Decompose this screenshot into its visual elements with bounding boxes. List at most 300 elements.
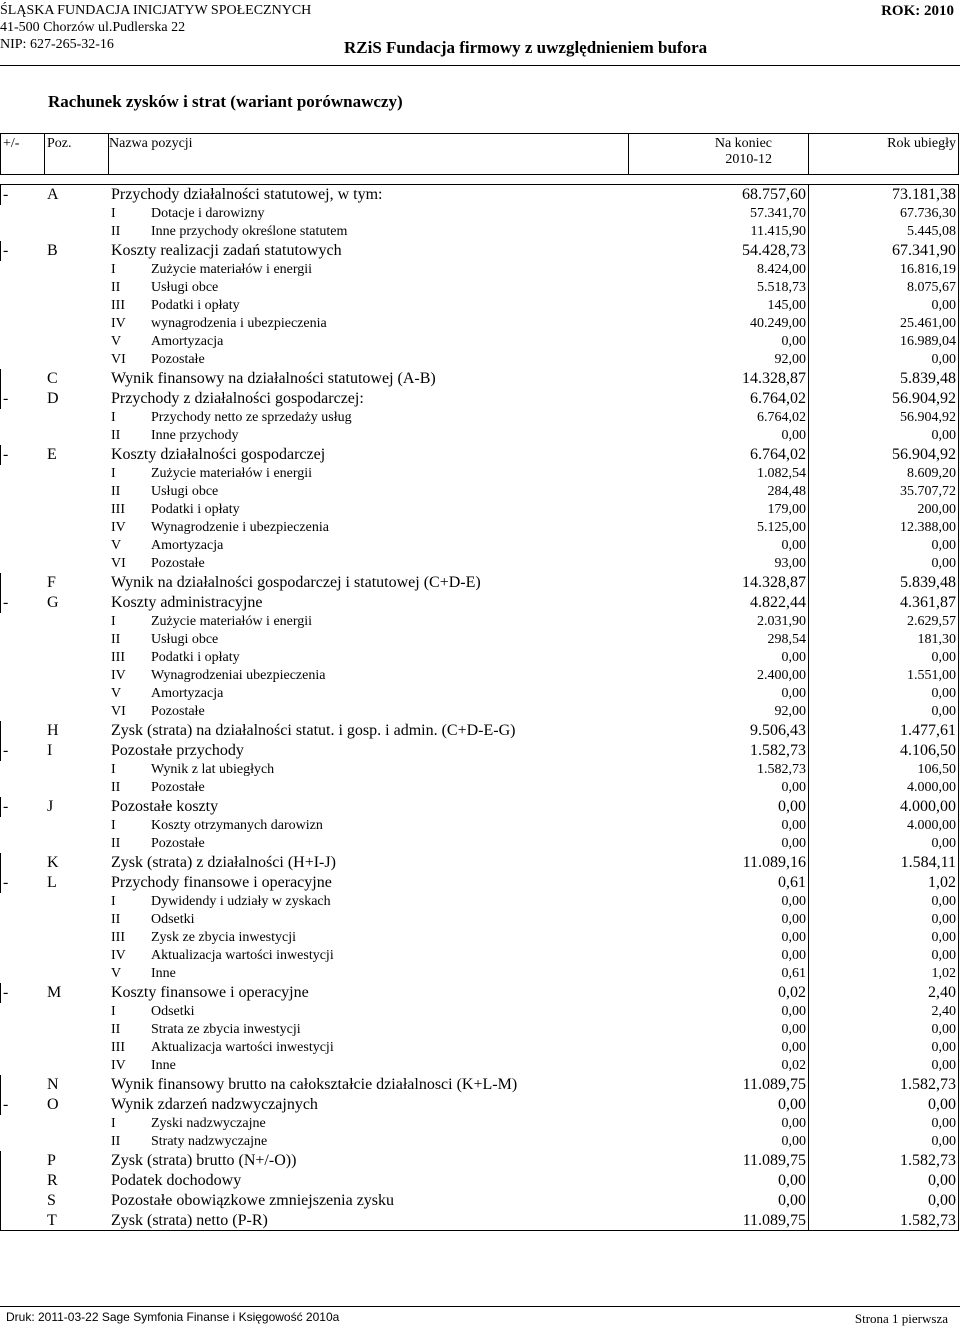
row-name: Inne bbox=[149, 965, 629, 983]
row-sign bbox=[1, 685, 45, 703]
row-previous-value: 2.629,57 bbox=[809, 613, 959, 631]
row-name: Dotacje i darowizny bbox=[149, 205, 629, 223]
row-position: I bbox=[109, 409, 149, 427]
row-position: I bbox=[45, 741, 109, 761]
row-position: IV bbox=[109, 519, 149, 537]
row-indent bbox=[45, 555, 109, 573]
column-header-sign: +/- bbox=[1, 134, 45, 175]
row-position: VI bbox=[109, 703, 149, 721]
row-name: Podatek dochodowy bbox=[109, 1171, 629, 1191]
row-position: I bbox=[109, 1003, 149, 1021]
row-position: VI bbox=[109, 555, 149, 573]
row-indent bbox=[45, 667, 109, 685]
row-previous-value: 2,40 bbox=[809, 1003, 959, 1021]
row-name: Podatki i opłaty bbox=[149, 297, 629, 315]
row-position: IV bbox=[109, 315, 149, 333]
row-sign bbox=[1, 965, 45, 983]
row-name: Zyski nadzwyczajne bbox=[149, 1115, 629, 1133]
table-row-section bbox=[1, 853, 959, 873]
row-previous-value: 0,00 bbox=[809, 1039, 959, 1057]
row-position: I bbox=[109, 761, 149, 779]
row-sign bbox=[1, 261, 45, 279]
row-sign bbox=[1, 1133, 45, 1151]
row-current-value: 0,02 bbox=[629, 983, 809, 1003]
row-previous-value: 56.904,92 bbox=[809, 445, 959, 465]
row-previous-value: 56.904,92 bbox=[809, 389, 959, 409]
row-current-value: 145,00 bbox=[629, 297, 809, 315]
row-current-value: 1.582,73 bbox=[629, 741, 809, 761]
row-name: Koszty administracyjne bbox=[109, 593, 629, 613]
row-previous-value: 106,50 bbox=[809, 761, 959, 779]
table-row-section bbox=[1, 1191, 959, 1211]
row-name: Wynik z lat ubiegłych bbox=[149, 761, 629, 779]
table-row-item bbox=[1, 483, 959, 501]
row-current-value: 1.582,73 bbox=[629, 761, 809, 779]
row-current-value: 0,00 bbox=[629, 685, 809, 703]
table-row-item bbox=[1, 779, 959, 797]
row-sign: - bbox=[1, 1095, 45, 1115]
row-indent bbox=[45, 1133, 109, 1151]
row-name: Odsetki bbox=[149, 911, 629, 929]
row-current-value: 284,48 bbox=[629, 483, 809, 501]
row-indent bbox=[45, 315, 109, 333]
row-current-value: 0,00 bbox=[629, 1039, 809, 1057]
row-previous-value: 0,00 bbox=[809, 1057, 959, 1075]
row-current-value: 0,00 bbox=[629, 333, 809, 351]
row-previous-value: 0,00 bbox=[809, 351, 959, 369]
income-statement-table bbox=[0, 133, 959, 1231]
row-sign bbox=[1, 427, 45, 445]
row-current-value: 0,00 bbox=[629, 1133, 809, 1151]
row-position: IV bbox=[109, 1057, 149, 1075]
row-current-value: 0,00 bbox=[629, 911, 809, 929]
row-position: K bbox=[45, 853, 109, 873]
row-position: IV bbox=[109, 947, 149, 965]
row-position: D bbox=[45, 389, 109, 409]
table-row-item bbox=[1, 761, 959, 779]
row-position: I bbox=[109, 1115, 149, 1133]
row-previous-value: 25.461,00 bbox=[809, 315, 959, 333]
row-indent bbox=[45, 1039, 109, 1057]
row-name: Pozostałe koszty bbox=[109, 797, 629, 817]
row-current-value: 92,00 bbox=[629, 351, 809, 369]
row-indent bbox=[45, 223, 109, 241]
table-row-item bbox=[1, 409, 959, 427]
row-indent bbox=[45, 465, 109, 483]
row-position: II bbox=[109, 223, 149, 241]
row-indent bbox=[45, 685, 109, 703]
row-sign: - bbox=[1, 983, 45, 1003]
row-indent bbox=[45, 631, 109, 649]
row-position: II bbox=[109, 279, 149, 297]
row-sign: - bbox=[1, 445, 45, 465]
row-current-value: 0,00 bbox=[629, 1021, 809, 1039]
row-previous-value: 4.106,50 bbox=[809, 741, 959, 761]
table-row-item bbox=[1, 631, 959, 649]
row-previous-value: 4.000,00 bbox=[809, 797, 959, 817]
table-row-item bbox=[1, 351, 959, 369]
row-position: I bbox=[109, 893, 149, 911]
row-name: Usługi obce bbox=[149, 483, 629, 501]
table-row-item bbox=[1, 465, 959, 483]
row-indent bbox=[45, 205, 109, 223]
row-sign bbox=[1, 1075, 45, 1095]
row-current-value: 8.424,00 bbox=[629, 261, 809, 279]
row-name: Amortyzacja bbox=[149, 685, 629, 703]
row-current-value: 5.125,00 bbox=[629, 519, 809, 537]
table-row-section bbox=[1, 873, 959, 893]
row-previous-value: 0,00 bbox=[809, 1115, 959, 1133]
row-name: Inne bbox=[149, 1057, 629, 1075]
row-name: Wynik zdarzeń nadzwyczajnych bbox=[109, 1095, 629, 1115]
row-indent bbox=[45, 537, 109, 555]
row-current-value: 0,00 bbox=[629, 537, 809, 555]
column-header-poz: Poz. bbox=[45, 134, 109, 175]
row-name: wynagrodzenia i ubezpieczenia bbox=[149, 315, 629, 333]
row-previous-value: 8.609,20 bbox=[809, 465, 959, 483]
row-previous-value: 0,00 bbox=[809, 555, 959, 573]
row-sign bbox=[1, 555, 45, 573]
row-sign bbox=[1, 223, 45, 241]
row-position: B bbox=[45, 241, 109, 261]
row-previous-value: 1.582,73 bbox=[809, 1075, 959, 1095]
row-sign bbox=[1, 1003, 45, 1021]
row-position: III bbox=[109, 501, 149, 519]
row-previous-value: 181,30 bbox=[809, 631, 959, 649]
table-row-item bbox=[1, 261, 959, 279]
row-position: II bbox=[109, 911, 149, 929]
column-header-previous: Rok ubiegły bbox=[809, 134, 959, 175]
row-indent bbox=[45, 1057, 109, 1075]
row-sign bbox=[1, 465, 45, 483]
row-name: Strata ze zbycia inwestycji bbox=[149, 1021, 629, 1039]
row-position: II bbox=[109, 835, 149, 853]
row-position: A bbox=[45, 185, 109, 205]
row-current-value: 0,00 bbox=[629, 1171, 809, 1191]
row-current-value: 6.764,02 bbox=[629, 445, 809, 465]
row-position: V bbox=[109, 537, 149, 555]
row-position: M bbox=[45, 983, 109, 1003]
row-sign: - bbox=[1, 185, 45, 205]
row-sign bbox=[1, 573, 45, 593]
row-position: I bbox=[109, 261, 149, 279]
organization-name: ŚLĄSKA FUNDACJA INICJATYW SPOŁECZNYCH bbox=[0, 3, 312, 18]
row-sign bbox=[1, 649, 45, 667]
row-current-value: 92,00 bbox=[629, 703, 809, 721]
organization-address: 41-500 Chorzów ul.Pudlerska 22 bbox=[0, 20, 186, 35]
row-current-value: 0,02 bbox=[629, 1057, 809, 1075]
row-sign bbox=[1, 613, 45, 631]
row-current-value: 54.428,73 bbox=[629, 241, 809, 261]
row-current-value: 57.341,70 bbox=[629, 205, 809, 223]
row-sign bbox=[1, 929, 45, 947]
row-sign: - bbox=[1, 241, 45, 261]
row-position: L bbox=[45, 873, 109, 893]
row-name: Zużycie materiałów i energii bbox=[149, 261, 629, 279]
row-sign: - bbox=[1, 389, 45, 409]
row-current-value: 11.089,75 bbox=[629, 1151, 809, 1171]
row-sign bbox=[1, 703, 45, 721]
row-name: Dywidendy i udziały w zyskach bbox=[149, 893, 629, 911]
row-current-value: 11.089,16 bbox=[629, 853, 809, 873]
row-previous-value: 16.989,04 bbox=[809, 333, 959, 351]
row-current-value: 179,00 bbox=[629, 501, 809, 519]
row-indent bbox=[45, 1115, 109, 1133]
row-name: Zysk (strata) netto (P-R) bbox=[109, 1211, 629, 1231]
row-current-value: 6.764,02 bbox=[629, 389, 809, 409]
table-row-section bbox=[1, 1171, 959, 1191]
table-row-item bbox=[1, 649, 959, 667]
row-sign bbox=[1, 1039, 45, 1057]
row-current-value: 11.415,90 bbox=[629, 223, 809, 241]
row-indent bbox=[45, 911, 109, 929]
row-sign bbox=[1, 835, 45, 853]
row-sign: - bbox=[1, 741, 45, 761]
row-indent bbox=[45, 779, 109, 797]
row-sign bbox=[1, 519, 45, 537]
table-row-section bbox=[1, 721, 959, 741]
row-indent bbox=[45, 519, 109, 537]
row-name: Pozostałe bbox=[149, 351, 629, 369]
row-previous-value: 67.341,90 bbox=[809, 241, 959, 261]
table-row-item bbox=[1, 835, 959, 853]
table-row-item bbox=[1, 555, 959, 573]
row-position: F bbox=[45, 573, 109, 593]
row-position: V bbox=[109, 333, 149, 351]
row-name: Usługi obce bbox=[149, 631, 629, 649]
row-name: Przychody netto ze sprzedaży usług bbox=[149, 409, 629, 427]
row-previous-value: 0,00 bbox=[809, 929, 959, 947]
row-previous-value: 35.707,72 bbox=[809, 483, 959, 501]
row-current-value: 0,00 bbox=[629, 1003, 809, 1021]
row-current-value: 0,00 bbox=[629, 893, 809, 911]
row-name: Przychody z działalności gospodarczej: bbox=[109, 389, 629, 409]
row-current-value: 93,00 bbox=[629, 555, 809, 573]
organization-info bbox=[0, 2, 311, 53]
row-previous-value: 5.445,08 bbox=[809, 223, 959, 241]
row-position: VI bbox=[109, 351, 149, 369]
table-row-item bbox=[1, 947, 959, 965]
row-previous-value: 0,00 bbox=[809, 947, 959, 965]
row-previous-value: 0,00 bbox=[809, 893, 959, 911]
table-row-item bbox=[1, 519, 959, 537]
row-current-value: 0,00 bbox=[629, 929, 809, 947]
table-row-item bbox=[1, 667, 959, 685]
row-name: Aktualizacja wartości inwestycji bbox=[149, 947, 629, 965]
row-name: Amortyzacja bbox=[149, 537, 629, 555]
row-name: Zysk (strata) z działalności (H+I-J) bbox=[109, 853, 629, 873]
row-sign bbox=[1, 1021, 45, 1039]
row-position: I bbox=[109, 465, 149, 483]
row-position: E bbox=[45, 445, 109, 465]
row-current-value: 68.757,60 bbox=[629, 185, 809, 205]
row-previous-value: 1,02 bbox=[809, 873, 959, 893]
row-indent bbox=[45, 297, 109, 315]
row-sign bbox=[1, 483, 45, 501]
row-previous-value: 16.816,19 bbox=[809, 261, 959, 279]
header-gap bbox=[1, 175, 959, 185]
row-sign: - bbox=[1, 873, 45, 893]
organization-nip: NIP: 627-265-32-16 bbox=[0, 37, 114, 52]
row-name: Przychody finansowe i operacyjne bbox=[109, 873, 629, 893]
row-sign bbox=[1, 1151, 45, 1171]
row-sign: - bbox=[1, 593, 45, 613]
column-header-current-line1: Na koniec bbox=[714, 136, 773, 151]
row-name: Pozostałe bbox=[149, 779, 629, 797]
row-name: Wynagrodzenie i ubezpieczenia bbox=[149, 519, 629, 537]
row-position: P bbox=[45, 1151, 109, 1171]
row-sign bbox=[1, 369, 45, 389]
row-name: Koszty działalności gospodarczej bbox=[109, 445, 629, 465]
row-current-value: 0,00 bbox=[629, 797, 809, 817]
row-name: Wynik finansowy na działalności statutowej (A-B) bbox=[109, 369, 629, 389]
table-row-item bbox=[1, 817, 959, 835]
table-row-section bbox=[1, 741, 959, 761]
row-previous-value: 4.000,00 bbox=[809, 817, 959, 835]
row-name: Podatki i opłaty bbox=[149, 501, 629, 519]
row-name: Zysk (strata) brutto (N+/-O)) bbox=[109, 1151, 629, 1171]
table-row-section bbox=[1, 1211, 959, 1231]
row-name: Zużycie materiałów i energii bbox=[149, 465, 629, 483]
row-indent bbox=[45, 835, 109, 853]
row-sign bbox=[1, 537, 45, 555]
table-row-item bbox=[1, 1021, 959, 1039]
row-previous-value: 56.904,92 bbox=[809, 409, 959, 427]
row-current-value: 298,54 bbox=[629, 631, 809, 649]
row-sign bbox=[1, 1057, 45, 1075]
row-previous-value: 0,00 bbox=[809, 911, 959, 929]
row-position: II bbox=[109, 427, 149, 445]
row-sign bbox=[1, 779, 45, 797]
row-indent bbox=[45, 965, 109, 983]
row-name: Pozostałe bbox=[149, 703, 629, 721]
row-position: III bbox=[109, 1039, 149, 1057]
row-indent bbox=[45, 649, 109, 667]
row-indent bbox=[45, 409, 109, 427]
row-position: II bbox=[109, 631, 149, 649]
row-sign bbox=[1, 351, 45, 369]
table-row-item bbox=[1, 333, 959, 351]
row-name: Pozostałe bbox=[149, 555, 629, 573]
table-row-item bbox=[1, 205, 959, 223]
row-current-value: 4.822,44 bbox=[629, 593, 809, 613]
row-position: II bbox=[109, 779, 149, 797]
row-current-value: 5.518,73 bbox=[629, 279, 809, 297]
row-previous-value: 0,00 bbox=[809, 1021, 959, 1039]
row-name: Pozostałe obowiązkowe zmniejszenia zysku bbox=[109, 1191, 629, 1211]
row-current-value: 0,00 bbox=[629, 1115, 809, 1133]
row-previous-value: 5.839,48 bbox=[809, 369, 959, 389]
table-row-item bbox=[1, 501, 959, 519]
row-current-value: 2.031,90 bbox=[629, 613, 809, 631]
table-row-item bbox=[1, 685, 959, 703]
report-title: RZiS Fundacja firmowy z uwzględnieniem bufora bbox=[344, 38, 708, 57]
row-indent bbox=[45, 817, 109, 835]
table-row-item bbox=[1, 223, 959, 241]
table-row-section bbox=[1, 445, 959, 465]
row-sign bbox=[1, 817, 45, 835]
table-row-item bbox=[1, 965, 959, 983]
row-current-value: 0,00 bbox=[629, 835, 809, 853]
row-sign bbox=[1, 853, 45, 873]
row-sign bbox=[1, 501, 45, 519]
footer-divider bbox=[0, 1306, 960, 1307]
table-row-section bbox=[1, 1075, 959, 1095]
row-position: I bbox=[109, 817, 149, 835]
row-current-value: 0,00 bbox=[629, 817, 809, 835]
row-previous-value: 73.181,38 bbox=[809, 185, 959, 205]
table-row-section bbox=[1, 797, 959, 817]
row-name: Zysk (strata) na działalności statut. i gosp. i admin. (C+D-E-G) bbox=[109, 721, 629, 741]
table-row-item bbox=[1, 893, 959, 911]
row-name: Amortyzacja bbox=[149, 333, 629, 351]
table-row-section bbox=[1, 1095, 959, 1115]
row-sign bbox=[1, 1171, 45, 1191]
row-current-value: 9.506,43 bbox=[629, 721, 809, 741]
row-previous-value: 0,00 bbox=[809, 649, 959, 667]
row-indent bbox=[45, 703, 109, 721]
row-name: Zysk ze zbycia inwestycji bbox=[149, 929, 629, 947]
row-current-value: 0,00 bbox=[629, 779, 809, 797]
document-title: Rachunek zysków i strat (wariant porównawczy) bbox=[48, 92, 403, 111]
table-row-item bbox=[1, 1003, 959, 1021]
row-indent bbox=[45, 947, 109, 965]
row-current-value: 40.249,00 bbox=[629, 315, 809, 333]
row-name: Pozostałe przychody bbox=[109, 741, 629, 761]
table-row-section bbox=[1, 369, 959, 389]
row-indent bbox=[45, 351, 109, 369]
row-previous-value: 5.839,48 bbox=[809, 573, 959, 593]
row-position: III bbox=[109, 297, 149, 315]
row-name: Aktualizacja wartości inwestycji bbox=[149, 1039, 629, 1057]
row-current-value: 14.328,87 bbox=[629, 573, 809, 593]
row-previous-value: 0,00 bbox=[809, 703, 959, 721]
row-previous-value: 8.075,67 bbox=[809, 279, 959, 297]
row-sign bbox=[1, 1191, 45, 1211]
row-indent bbox=[45, 893, 109, 911]
table-row-item bbox=[1, 279, 959, 297]
row-name: Inne przychody określone statutem bbox=[149, 223, 629, 241]
row-previous-value: 1.551,00 bbox=[809, 667, 959, 685]
row-sign: - bbox=[1, 797, 45, 817]
row-position: I bbox=[109, 613, 149, 631]
row-sign bbox=[1, 667, 45, 685]
table-row-item bbox=[1, 297, 959, 315]
row-previous-value: 0,00 bbox=[809, 1191, 959, 1211]
row-current-value: 1.082,54 bbox=[629, 465, 809, 483]
table-row-item bbox=[1, 315, 959, 333]
row-name: Wynik na działalności gospodarczej i statutowej (C+D-E) bbox=[109, 573, 629, 593]
table-row-item bbox=[1, 1133, 959, 1151]
row-previous-value: 1.582,73 bbox=[809, 1211, 959, 1231]
row-indent bbox=[45, 613, 109, 631]
table-row-section bbox=[1, 983, 959, 1003]
print-info: Druk: 2011-03-22 Sage Symfonia Finanse i Księgowość 2010a bbox=[6, 1310, 340, 1324]
row-current-value: 14.328,87 bbox=[629, 369, 809, 389]
row-indent bbox=[45, 261, 109, 279]
row-position: H bbox=[45, 721, 109, 741]
row-indent bbox=[45, 1003, 109, 1021]
page-number: Strona 1 pierwsza bbox=[854, 1311, 948, 1326]
table-row-item bbox=[1, 1039, 959, 1057]
row-sign bbox=[1, 333, 45, 351]
row-current-value: 0,00 bbox=[629, 947, 809, 965]
row-current-value: 0,00 bbox=[629, 427, 809, 445]
row-position: T bbox=[45, 1211, 109, 1231]
row-previous-value: 0,00 bbox=[809, 835, 959, 853]
row-position: II bbox=[109, 1021, 149, 1039]
row-position: II bbox=[109, 1133, 149, 1151]
